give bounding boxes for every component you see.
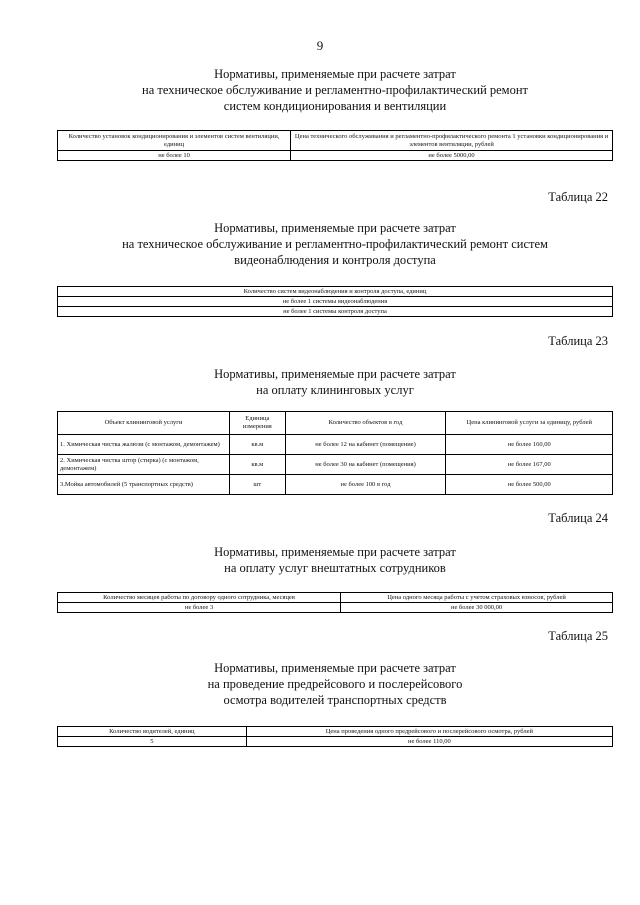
table-cell: не более 12 на кабинет (помещение) <box>285 435 446 455</box>
table-header-cell: Количество объектов в год <box>285 412 446 435</box>
heading-ac-ventilation: Нормативы, применяемые при расчете затрат на техническое обслуживание и регламентно-профилактический ремонт систем кондиционирования и вентиляции <box>142 67 528 113</box>
table-header-cell: Объект клининговой услуги <box>58 412 230 435</box>
table-row <box>58 475 613 495</box>
table-cell: не более 3 <box>58 603 341 613</box>
table-header-cell: Цена проведения одного предрейсового и послерейсового осмотра, рублей <box>246 727 612 737</box>
table-cell: шт <box>230 475 286 495</box>
table-freelance <box>57 592 613 613</box>
table-header-cell: Цена технического обслуживания и регламентно-профилактического ремонта 1 установки кондиционирования и элементов вентиляции, рублей <box>291 131 613 151</box>
table-video-access <box>57 286 613 317</box>
table-row <box>58 455 613 475</box>
table-cell: 5 <box>58 737 247 747</box>
table-cell: не более 1 системы видеонаблюдения <box>58 297 613 307</box>
table-label-22: Таблица 22 <box>548 190 608 204</box>
table-row <box>58 737 613 747</box>
table-row <box>58 307 613 317</box>
table-header-cell: Цена клининговой услуги за единицу, рублей <box>446 412 613 435</box>
table-cell: кв.м <box>230 435 286 455</box>
table-cell: не более 500,00 <box>446 475 613 495</box>
page-number: 9 <box>316 38 324 53</box>
table-driver-exam <box>57 726 613 747</box>
table-label-24: Таблица 24 <box>548 511 608 525</box>
table-cell: не более 100 в год <box>285 475 446 495</box>
table-cell: кв.м <box>230 455 286 475</box>
table-label-23: Таблица 23 <box>548 334 608 348</box>
table-cell: не более 30 000,00 <box>341 603 613 613</box>
table-ac-ventilation <box>57 130 613 161</box>
table-cell: 1. Химическая чистка жалюзи (с монтажом, демонтажем) <box>58 435 230 455</box>
heading-freelance: Нормативы, применяемые при расчете затрат на оплату услуг внештатных сотрудников <box>214 545 456 575</box>
heading-driver-exam: Нормативы, применяемые при расчете затрат на проведение предрейсового и послерейсового осмотра водителей транспортных средств <box>207 661 463 707</box>
table-cell: не более 1 системы контроля доступа <box>58 307 613 317</box>
table-header-cell: Количество месяцев работы по договору одного сотрудника, месяцев <box>58 593 341 603</box>
table-cell: не более 167,00 <box>446 455 613 475</box>
table-header-cell: Цена одного месяца работы с учетом страховых взносов, рублей <box>341 593 613 603</box>
table-cleaning <box>57 411 613 495</box>
table-row <box>58 435 613 455</box>
table-cell: не более 30 на кабинет (помещения) <box>285 455 446 475</box>
table-label-25: Таблица 25 <box>548 629 608 643</box>
table-cell: 3.Мойка автомобилей (5 транспортных средств) <box>58 475 230 495</box>
table-header-cell: Единица измерения <box>230 412 286 435</box>
heading-cleaning: Нормативы, применяемые при расчете затрат на оплату клининговых услуг <box>214 367 456 397</box>
table-row <box>58 603 613 613</box>
table-cell: 2. Химическая чистка штор (стирка) (с монтажом, демонтажем) <box>58 455 230 475</box>
table-cell: не более 10 <box>58 151 291 161</box>
table-header-cell: Количество водителей, единиц <box>58 727 247 737</box>
table-header-cell: Количество установок кондиционирования и элементов систем вентиляции, единиц <box>58 131 291 151</box>
table-header-cell: Количество систем видеонаблюдения и контроля доступа, единиц <box>58 287 613 297</box>
heading-video-access: Нормативы, применяемые при расчете затрат на техническое обслуживание и регламентно-профилактический ремонт систем видеонаблюдения и контроля доступа <box>122 221 548 267</box>
table-row <box>58 151 613 161</box>
table-row <box>58 297 613 307</box>
table-cell: не более 5000,00 <box>291 151 613 161</box>
table-cell: не более 160,00 <box>446 435 613 455</box>
table-cell: не более 110,00 <box>246 737 612 747</box>
